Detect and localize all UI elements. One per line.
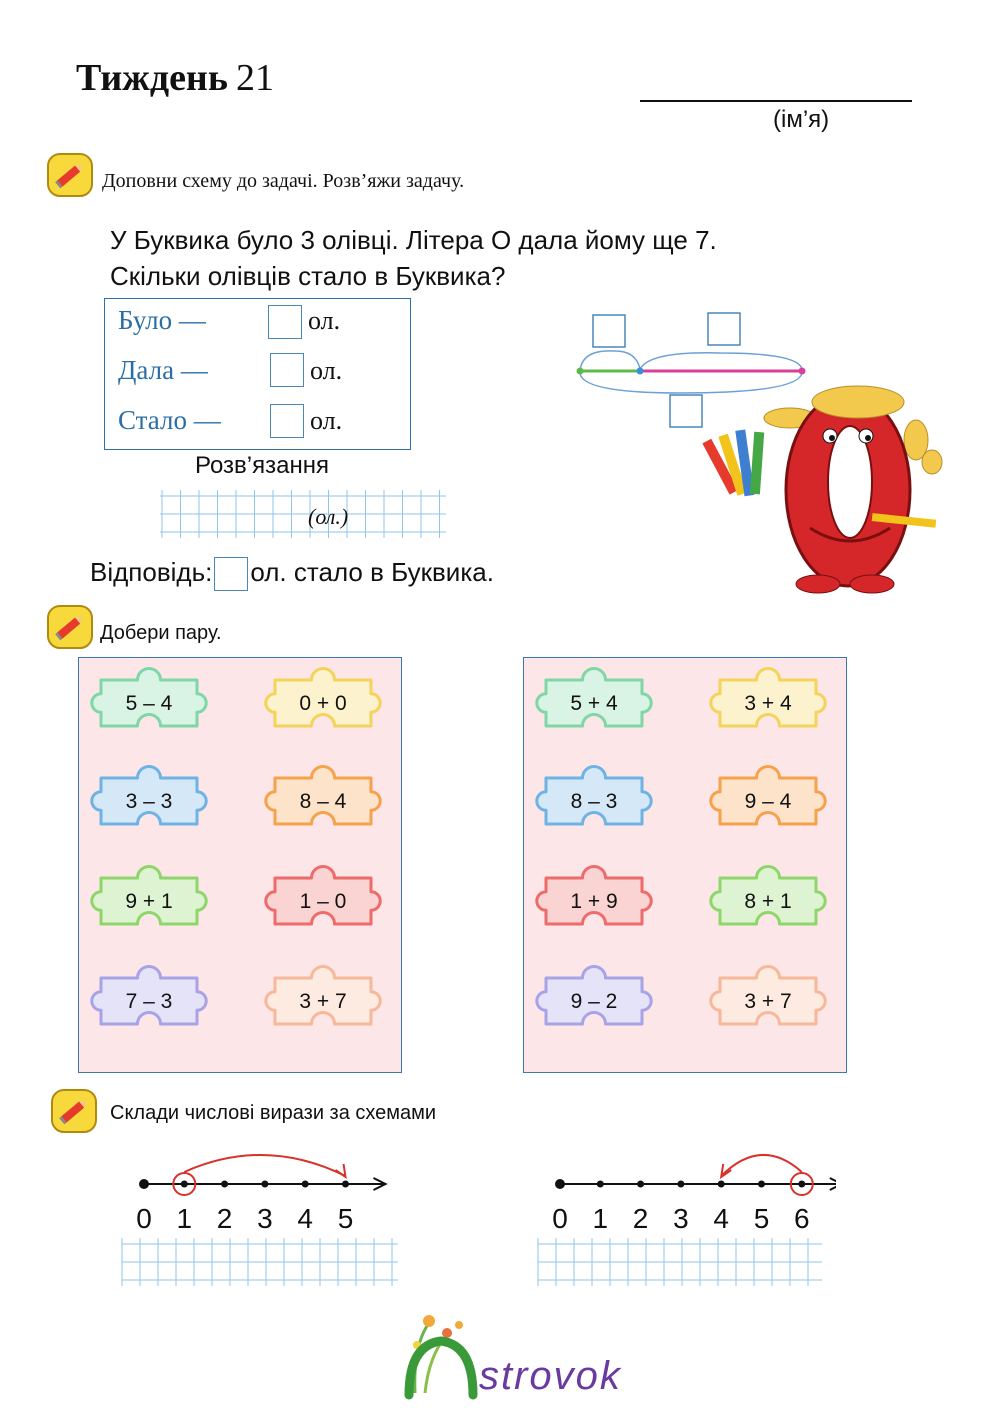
- right-puzzle-pieces: [524, 658, 846, 1072]
- number-line-tick-label: 2: [632, 1203, 649, 1234]
- number-line-point: [677, 1181, 684, 1188]
- number-line-tick-label: 3: [673, 1203, 689, 1234]
- puzzle-expression: 7 – 3: [125, 990, 173, 1013]
- number-line-point: [798, 1181, 805, 1188]
- solution-unit: (ол.): [308, 504, 349, 529]
- left-puzzle-piece[interactable]: [92, 966, 206, 1024]
- scheme-label-stalo: Стало —: [118, 405, 221, 435]
- number-line-point: [342, 1181, 349, 1188]
- left-puzzle-piece[interactable]: [266, 866, 380, 924]
- puzzle-expression: 8 – 3: [570, 790, 618, 813]
- left-puzzle-piece[interactable]: [266, 766, 380, 824]
- puzzle-expression: 8 – 4: [299, 790, 347, 813]
- input-box-bulo[interactable]: [268, 305, 302, 339]
- name-field-line[interactable]: [640, 100, 912, 102]
- right-puzzle-piece[interactable]: [711, 966, 825, 1024]
- task1-problem: [110, 222, 717, 294]
- expression-answer-grid[interactable]: [122, 1238, 398, 1286]
- number-line-tick-label: 4: [297, 1203, 313, 1234]
- puzzle-expression: 3 – 3: [125, 790, 173, 813]
- number-line-point: [139, 1179, 149, 1189]
- hair: [812, 386, 904, 418]
- number-line-point: [718, 1181, 725, 1188]
- puzzle-expression: 5 + 4: [570, 692, 618, 715]
- puzzle-expression: 1 – 0: [299, 890, 347, 913]
- pencil-icon: [46, 604, 94, 650]
- number-line-tick-label: 5: [337, 1203, 354, 1234]
- pencil-icon: [46, 152, 94, 198]
- number-line-point: [555, 1179, 565, 1189]
- page-title: [76, 56, 274, 100]
- right-puzzle-piece[interactable]: [537, 966, 651, 1024]
- right-puzzle-panel: [523, 657, 847, 1073]
- letter-o-character-illustration: [690, 378, 950, 608]
- puzzle-expression: 1 + 9: [570, 890, 618, 913]
- number-line-tick-label: 0: [136, 1203, 152, 1234]
- right-puzzle-piece[interactable]: [711, 668, 825, 726]
- number-line-tick-label: 1: [176, 1203, 193, 1234]
- right-puzzle-piece[interactable]: [537, 766, 651, 824]
- right-puzzle-piece[interactable]: [711, 766, 825, 824]
- number-line-point: [758, 1181, 765, 1188]
- answer-input-box[interactable]: [214, 557, 248, 591]
- unit-stalo: ол.: [310, 406, 343, 435]
- name-label: (ім’я): [773, 106, 830, 133]
- solution-label: Розв’язання: [195, 452, 329, 479]
- puzzle-expression: 3 + 7: [744, 990, 792, 1013]
- week-number: 21: [235, 57, 274, 99]
- number-line-1: [120, 1140, 410, 1290]
- input-box-dala[interactable]: [270, 353, 304, 387]
- puzzle-expression: 8 + 1: [744, 890, 792, 913]
- right-puzzle-piece[interactable]: [537, 866, 651, 924]
- number-line-tick-label: 5: [753, 1203, 770, 1234]
- answer-prefix: Відповідь:: [90, 557, 213, 587]
- number-line-tick-label: 3: [257, 1203, 273, 1234]
- input-box-stalo[interactable]: [270, 404, 304, 438]
- scheme-label-dala: Дала —: [118, 355, 208, 385]
- segment-box-left[interactable]: [593, 315, 625, 347]
- puzzle-expression: 3 + 4: [744, 692, 792, 715]
- task2-instruction: Добери пару.: [100, 622, 222, 644]
- left-puzzle-piece[interactable]: [92, 668, 206, 726]
- shoe-left: [796, 575, 840, 593]
- jump-arrowhead-icon: [336, 1164, 346, 1177]
- title-word: Тиждень: [76, 57, 228, 99]
- right-puzzle-piece[interactable]: [711, 866, 825, 924]
- answer-suffix: ол. стало в Буквика.: [250, 557, 494, 587]
- number-line-tick-label: 6: [794, 1203, 810, 1234]
- puzzle-expression: 3 + 7: [299, 990, 347, 1013]
- pencil-icon: [50, 1088, 98, 1134]
- number-line-point: [261, 1181, 268, 1188]
- number-line-point: [181, 1181, 188, 1188]
- number-line-point: [637, 1181, 644, 1188]
- puzzle-expression: 9 – 4: [744, 790, 792, 813]
- unit-bulo: ол.: [308, 306, 341, 335]
- segment-box-right[interactable]: [708, 313, 740, 345]
- task1-instruction: Доповни схему до задачі. Розв’яжи задачу.: [102, 170, 465, 192]
- left-puzzle-piece[interactable]: [266, 668, 380, 726]
- puzzle-expression: 9 – 2: [570, 990, 618, 1013]
- pencils-bunch: [702, 429, 764, 496]
- ostrovok-logo: [395, 1305, 675, 1400]
- answer-line: [90, 557, 494, 591]
- right-puzzle-piece[interactable]: [537, 668, 651, 726]
- jump-arrow: [184, 1155, 345, 1176]
- number-line-tick-label: 0: [552, 1203, 568, 1234]
- number-line-tick-label: 4: [713, 1203, 729, 1234]
- puzzle-expression: 9 + 1: [125, 890, 173, 913]
- logo-letter-o: [409, 1341, 473, 1395]
- unit-dala: ол.: [310, 356, 343, 385]
- left-puzzle-piece[interactable]: [92, 866, 206, 924]
- shoe-right: [850, 575, 894, 593]
- scheme-label-bulo: Було —: [118, 305, 206, 335]
- brace-right: [640, 353, 802, 369]
- problem-line-1: У Буквика було 3 олівці. Літера О дала йому ще 7.: [110, 225, 717, 255]
- left-puzzle-pieces: [79, 658, 401, 1072]
- logo-text: strovok: [479, 1354, 622, 1398]
- number-line-tick-label: 1: [592, 1203, 609, 1234]
- jump-arrow: [721, 1155, 802, 1176]
- left-puzzle-panel: [78, 657, 402, 1073]
- task3-instruction: Склади числові вирази за схемами: [110, 1102, 437, 1124]
- expression-answer-grid[interactable]: [538, 1238, 822, 1286]
- solution-grid[interactable]: [160, 490, 450, 540]
- number-line-point: [597, 1181, 604, 1188]
- number-line-tick-label: 2: [216, 1203, 233, 1234]
- puzzle-expression: 5 – 4: [125, 692, 173, 715]
- number-line-point: [221, 1181, 228, 1188]
- number-line-point: [302, 1181, 309, 1188]
- problem-line-2: Скільки олівців стало в Буквика?: [110, 261, 506, 291]
- left-puzzle-piece[interactable]: [266, 966, 380, 1024]
- left-puzzle-piece[interactable]: [92, 766, 206, 824]
- puzzle-expression: 0 + 0: [299, 692, 347, 715]
- number-line-2: [536, 1140, 836, 1290]
- brace-left: [580, 351, 640, 371]
